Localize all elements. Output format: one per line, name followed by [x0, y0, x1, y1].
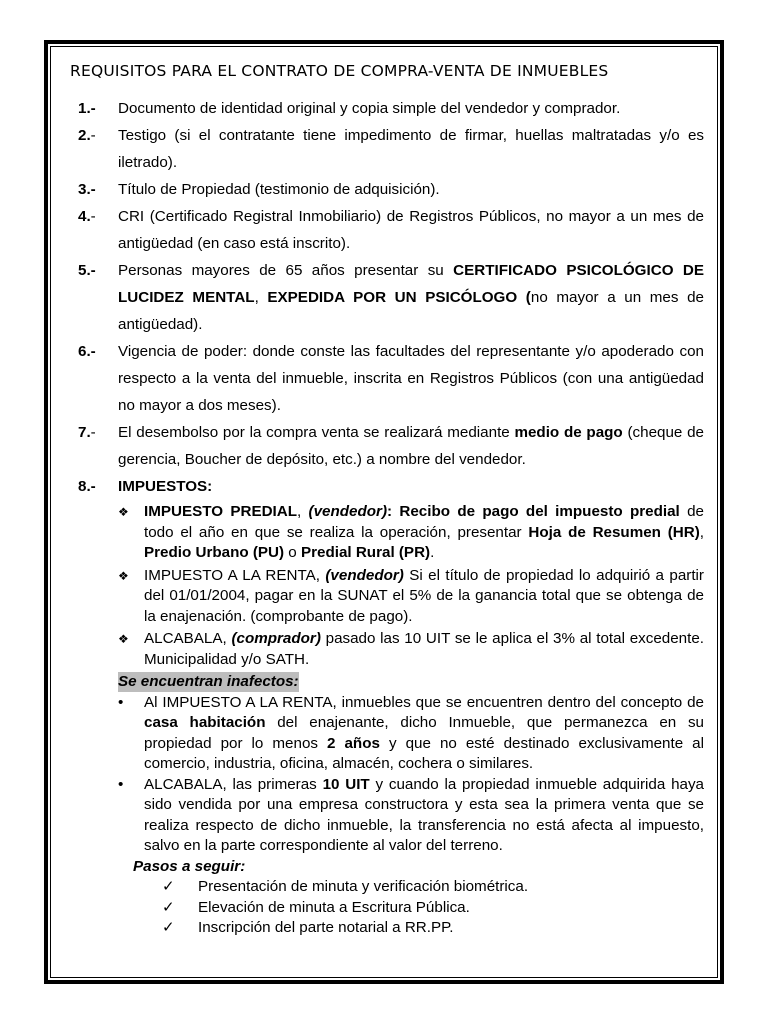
- paso-item: [162, 877, 704, 898]
- document-body: [78, 95, 704, 939]
- tax-item-renta: [118, 566, 704, 628]
- bullet-icon: •: [118, 693, 124, 711]
- document-title: REQUISITOS PARA EL CONTRATO DE COMPRA-VENTA DE INMUEBLES: [70, 62, 609, 80]
- tax-text: IMPUESTO A LA RENTA, (vendedor) Si el título de propiedad lo adquirió a partir del 01/01/2004, pagar en la SUNAT el 5% de la ganancia total que se obtenga de la enajenación. (comprobante de pago).: [144, 566, 704, 625]
- requirement-number: 8.-: [78, 478, 96, 495]
- requirement-8: [78, 473, 704, 500]
- tax-text: IMPUESTO PREDIAL, (vendedor): Recibo de pago del impuesto predial de todo el año en que se realiza la operación, presentar Hoja de Resumen (HR), Predio Urbano (PU) o Predial Rural (PR).: [144, 503, 704, 561]
- inafectos-heading: Se encuentran inafectos:: [118, 673, 299, 690]
- diamond-bullet-icon: ❖: [118, 568, 129, 583]
- requirement-text: Título de Propiedad (testimonio de adquisición).: [118, 181, 440, 198]
- requirement-text: Personas mayores de 65 años presentar su CERTIFICADO PSICOLÓGICO DE LUCIDEZ MENTAL, EXPEDIDA POR UN PSICÓLOGO (no mayor a un mes de antigüedad).: [118, 262, 705, 333]
- inafecto-item-renta: [118, 693, 704, 775]
- inafecto-item-alcabala: [118, 775, 704, 857]
- inafecto-text: Al IMPUESTO A LA RENTA, inmuebles que se encuentren dentro del concepto de casa habitación del enajenante, dicho Inmueble, que permanezca en su propiedad por lo menos 2 años y que no esté destinado exclusivamente al comercio, industria, oficina, almacén, cochera o similares.: [144, 693, 704, 772]
- requirement-number: 7.-: [78, 424, 96, 441]
- paso-item: [162, 918, 704, 939]
- check-icon: ✓: [162, 878, 175, 895]
- requirement-5: [78, 257, 704, 338]
- requirement-3: [78, 176, 704, 203]
- bullet-icon: •: [118, 775, 124, 793]
- inafecto-text: ALCABALA, las primeras 10 UIT y cuando la propiedad inmueble adquirida haya sido vendida por una empresa constructora y esta sea la primera venta que se realiza respecto de dicho inmueble, la transferencia no está afecta al impuesto, salvo en la parte correspondiente al valor del terreno.: [144, 775, 704, 854]
- requirement-4: [78, 203, 704, 257]
- check-icon: ✓: [162, 898, 175, 916]
- requirement-2: [78, 122, 704, 176]
- requirement-number: 1.-: [78, 100, 96, 117]
- tax-item-alcabala: [118, 629, 704, 670]
- paso-text: Presentación de minuta y verificación biométrica.: [198, 878, 529, 895]
- paso-text: Elevación de minuta a Escritura Pública.: [198, 898, 470, 916]
- requirement-text: IMPUESTOS:: [118, 478, 213, 495]
- requirement-text: El desembolso por la compra venta se realizará mediante medio de pago (cheque de gerencia, Boucher de depósito, etc.) a nombre del vendedor.: [118, 424, 704, 468]
- requirement-number: 2.-: [78, 127, 96, 144]
- requirement-text: CRI (Certificado Registral Inmobiliario) de Registros Públicos, no mayor a un mes de antigüedad (en caso está inscrito).: [118, 208, 704, 252]
- requirement-text: Vigencia de poder: donde conste las facultades del representante y/o apoderado con respecto a la venta del inmueble, inscrita en Registros Públicos (con una antigüedad no mayor a dos meses).: [118, 343, 704, 414]
- paso-text: Inscripción del parte notarial a RR.PP.: [198, 919, 454, 936]
- pasos-heading: Pasos a seguir:: [133, 857, 246, 875]
- diamond-bullet-icon: ❖: [118, 632, 129, 646]
- requirement-text: Testigo (si el contratante tiene impedimento de firmar, huellas maltratadas y/o es iletrado).: [118, 127, 704, 171]
- requirement-text: Documento de identidad original y copia simple del vendedor y comprador.: [118, 100, 621, 117]
- requirement-6: [78, 338, 704, 419]
- requirement-number: 4.-: [78, 208, 96, 225]
- requirement-7: [78, 419, 704, 473]
- requirement-1: [78, 95, 704, 122]
- taxes-list: [78, 502, 704, 939]
- requirement-number: 5.-: [78, 262, 96, 279]
- diamond-bullet-icon: ❖: [118, 505, 129, 519]
- tax-item-predial: [118, 502, 704, 564]
- paso-item: [162, 898, 704, 919]
- check-icon: ✓: [162, 919, 175, 936]
- tax-text: ALCABALA, (comprador) pasado las 10 UIT se le aplica el 3% al total excedente. Municipalidad y/o SATH.: [144, 630, 704, 668]
- requirement-number: 6.-: [78, 343, 96, 360]
- requirement-number: 3.-: [78, 181, 96, 198]
